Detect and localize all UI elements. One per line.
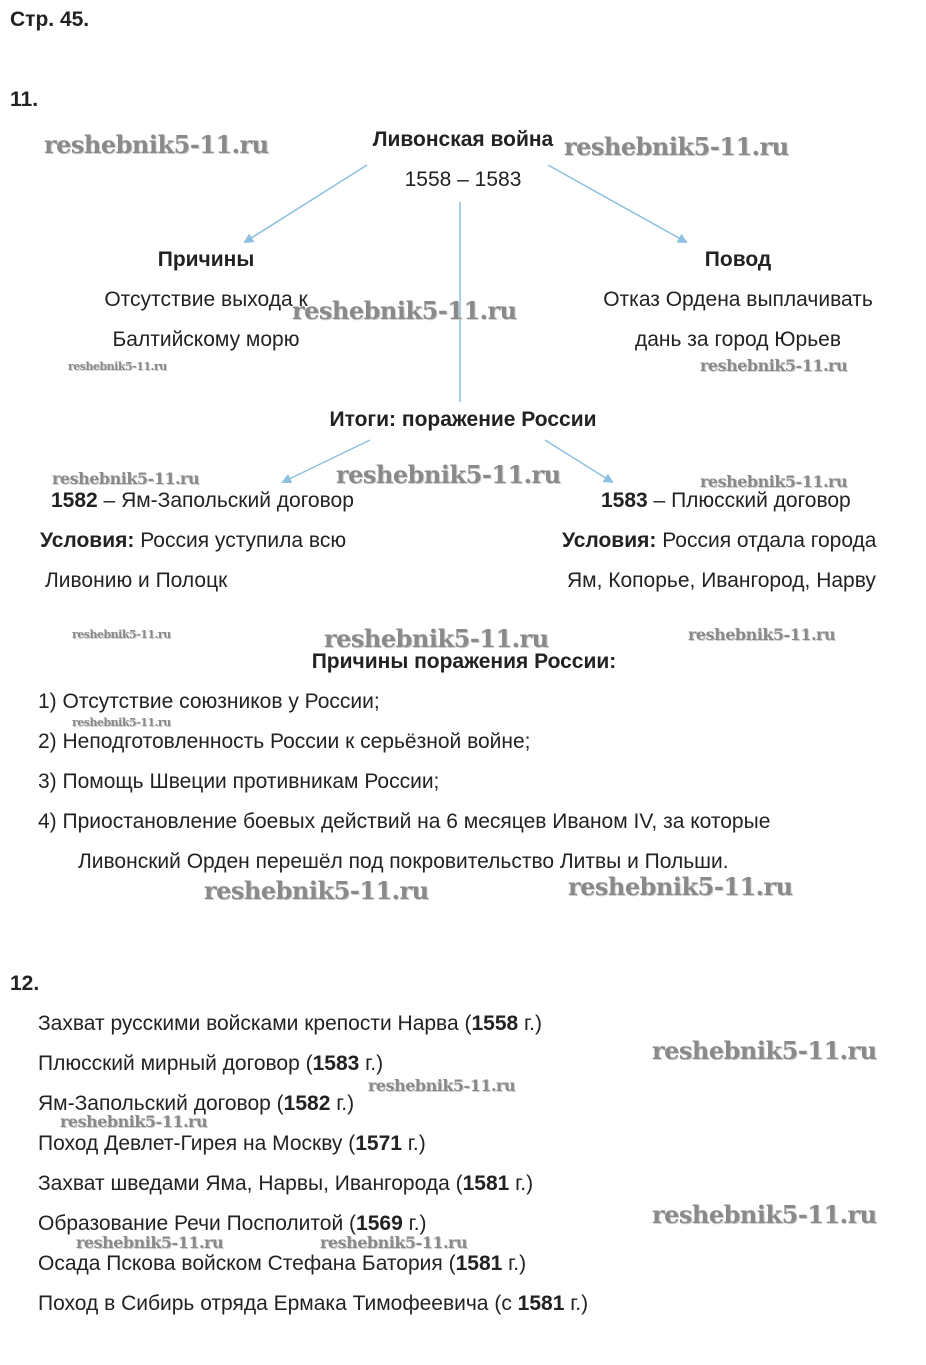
watermark: reshebnik5-11.ru bbox=[368, 1076, 516, 1095]
watermark: reshebnik5-11.ru bbox=[324, 624, 549, 653]
war-years: 1558 – 1583 bbox=[404, 168, 522, 191]
event-item: Поход Девлет-Гирея на Москву (1571 г.) bbox=[38, 1132, 426, 1155]
watermark: reshebnik5-11.ru bbox=[204, 876, 429, 905]
watermark: reshebnik5-11.ru bbox=[68, 360, 167, 373]
watermark: reshebnik5-11.ru bbox=[564, 132, 789, 161]
treaty2-conditions-label: Условия: bbox=[562, 529, 657, 552]
arrow-to-pretext bbox=[548, 165, 686, 242]
event-item: Ям-Запольский договор (1582 г.) bbox=[38, 1092, 355, 1115]
watermark: reshebnik5-11.ru bbox=[76, 1233, 224, 1252]
defeat-item: 4) Приостановление боевых действий на 6 месяцев Иваном IV, за которые bbox=[38, 810, 771, 833]
defeat-heading: Причины поражения России: bbox=[311, 650, 617, 673]
event-item: Плюсский мирный договор (1583 г.) bbox=[38, 1052, 384, 1075]
causes-heading: Причины bbox=[157, 248, 255, 271]
pretext-line1: Отказ Ордена выплачивать bbox=[603, 288, 873, 311]
defeat-item: 3) Помощь Швеции противникам России; bbox=[38, 770, 440, 793]
task-12-number: 12. bbox=[10, 972, 40, 995]
watermark: reshebnik5-11.ru bbox=[700, 472, 848, 491]
watermark: reshebnik5-11.ru bbox=[700, 356, 848, 375]
event-item: Захват русскими войсками крепости Нарва (1558 г.) bbox=[38, 1012, 542, 1035]
treaty1-conditions bbox=[40, 529, 346, 553]
treaty2-line2: Ям, Копорье, Ивангород, Нарву bbox=[567, 569, 876, 592]
event-item: Осада Пскова войском Стефана Батория (1581 г.) bbox=[38, 1252, 527, 1275]
watermark: reshebnik5-11.ru bbox=[652, 1036, 877, 1065]
watermark: reshebnik5-11.ru bbox=[72, 716, 171, 729]
treaty1-year: 1582 bbox=[51, 489, 98, 512]
treaty1-conditions-label: Условия: bbox=[40, 529, 135, 552]
treaty1-name: – Ям-Запольский договор bbox=[97, 489, 354, 512]
result-heading: Итоги: поражение России bbox=[329, 408, 597, 431]
watermark: reshebnik5-11.ru bbox=[52, 469, 200, 488]
defeat-item: 2) Неподготовленность России к серьёзной войне; bbox=[38, 730, 531, 753]
page-label: Стр. 45. bbox=[10, 8, 90, 31]
watermark: reshebnik5-11.ru bbox=[320, 1233, 468, 1252]
defeat-item: 1) Отсутствие союзников у России; bbox=[38, 690, 380, 713]
watermark: reshebnik5-11.ru bbox=[568, 872, 793, 901]
treaty2-title bbox=[601, 489, 851, 513]
arrow-to-causes bbox=[245, 165, 367, 242]
treaty2-conditions bbox=[562, 529, 876, 553]
event-item: Захват шведами Яма, Нарвы, Ивангорода (1581 г.) bbox=[38, 1172, 534, 1195]
pretext-heading: Повод bbox=[704, 248, 772, 271]
task-11-number: 11. bbox=[10, 88, 39, 111]
treaty2-name: – Плюсский договор bbox=[647, 489, 851, 512]
war-title: Ливонская война bbox=[372, 128, 554, 151]
watermark: reshebnik5-11.ru bbox=[336, 460, 561, 489]
event-item: Образование Речи Посполитой (1569 г.) bbox=[38, 1212, 427, 1235]
causes-line1: Отсутствие выхода к bbox=[104, 288, 308, 311]
treaty2-conditions-text: Россия отдала города bbox=[656, 529, 877, 552]
watermark: reshebnik5-11.ru bbox=[44, 130, 269, 159]
treaty1-title bbox=[51, 489, 354, 513]
treaty1-line2: Ливонию и Полоцк bbox=[45, 569, 228, 592]
watermark: reshebnik5-11.ru bbox=[72, 628, 171, 641]
pretext-line2: дань за город Юрьев bbox=[635, 328, 841, 351]
treaty1-conditions-text: Россия уступила всю bbox=[134, 529, 347, 552]
event-item: Поход в Сибирь отряда Ермака Тимофеевича (с 1581 г.) bbox=[38, 1292, 589, 1315]
watermark: reshebnik5-11.ru bbox=[60, 1112, 208, 1131]
defeat-item-continuation: Ливонский Орден перешёл под покровительство Литвы и Польши. bbox=[78, 850, 729, 873]
watermark: reshebnik5-11.ru bbox=[292, 296, 517, 325]
causes-line2: Балтийскому морю bbox=[112, 328, 300, 351]
treaty2-year: 1583 bbox=[601, 489, 648, 512]
watermark: reshebnik5-11.ru bbox=[688, 625, 836, 644]
watermark: reshebnik5-11.ru bbox=[652, 1200, 877, 1229]
